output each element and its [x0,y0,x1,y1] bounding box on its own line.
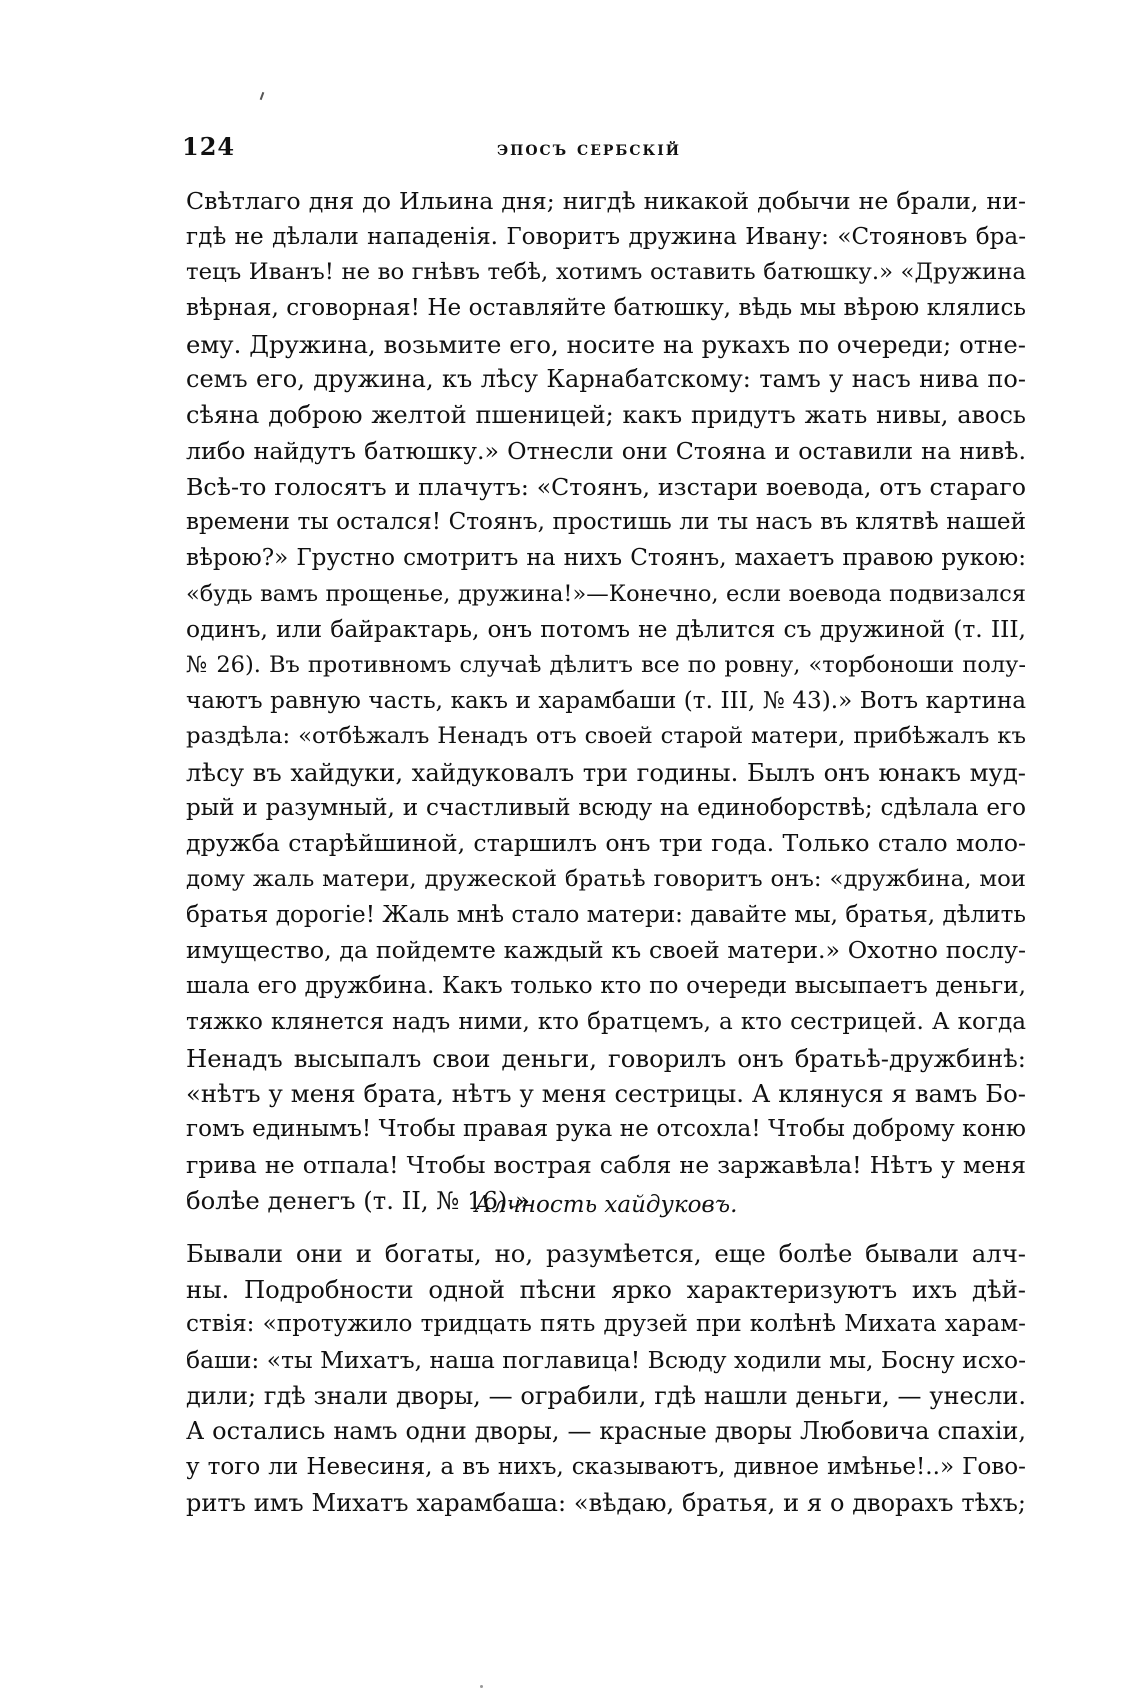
text-line: ритъ имъ Михатъ харамбаша: «вѣдаю, братья, и я о дворахъ тѣхъ; [186,1488,1026,1517]
text-line: А остались намъ одни дворы, — красные дворы Любовича спахіи, [186,1417,1026,1446]
text-line: дили; гдѣ знали дворы, — ограбили, гдѣ нашли деньги, — унесли. [186,1381,1026,1410]
text-line: Бывали они и богаты, но, разумѣется, еще болѣе бывали алч- [186,1239,1026,1268]
text-line: гдѣ не дѣлали нападенія. Говоритъ дружина Ивану: «Стояновъ бра- [186,223,1026,250]
text-line: рый и разумный, и счастливый всюду на единоборствѣ; сдѣлала его [186,794,1026,821]
text-line: Свѣтлаго дня до Ильина дня; нигдѣ никакой добычи не брали, ни- [186,187,1026,215]
text-line: ему. Дружина, возьмите его, носите на рукахъ по очереди; отне- [186,329,1026,359]
text-line: дому жаль матери, дружеской братьѣ говоритъ онъ: «дружбина, мои [186,866,1026,893]
body-text [186,184,1026,1219]
text-line: № 26). Въ противномъ случаѣ дѣлитъ все по ровну, «торбоноши полу- [186,651,1026,678]
page-number: 124 [182,132,236,161]
section-heading: Алчность хайдуковъ. [474,1192,738,1218]
text-line: семъ его, дружина, къ лѣсу Карнабатскому: тамъ у насъ нива по- [186,365,1026,394]
text-line: тяжко клянется надъ ними, кто братцемъ, а кто сестрицей. А когда [186,1008,1026,1035]
text-line: шала его дружбина. Какъ только кто по очереди высыпаетъ деньги, [186,973,1026,1000]
text-line: баши: «ты Михатъ, наша поглавица! Всюду ходили мы, Босну исхо- [186,1346,1026,1375]
text-line: ны. Подробности одной пѣсни ярко характеризуютъ ихъ дѣй- [186,1274,1026,1304]
page-speck [480,1685,483,1688]
text-line: сѣяна доброю желтой пшеницей; какъ придутъ жать нивы, авось [186,401,1026,430]
text-line: болѣе денегъ (т. II, № 16).» [186,1186,530,1216]
text-line: тецъ Иванъ! не во гнѣвъ тебѣ, хотимъ оставить батюшку.» «Дружина [186,259,1026,286]
text-line: грива не отпала! Чтобы вострая сабля не заржавѣла! Нѣтъ у меня [186,1150,1026,1179]
body-text-continued [186,1236,1026,1522]
text-line: лѣсу въ хайдуки, хайдуковалъ три годины. Былъ онъ юнакъ муд- [186,758,1026,787]
text-line: либо найдутъ батюшку.» Отнесли они Стояна и оставили на нивѣ. [186,436,1026,465]
text-line: братья дорогіе! Жаль мнѣ стало матери: давайте мы, братья, дѣлить [186,901,1026,928]
text-line: Ненадъ высыпалъ свои деньги, говорилъ онъ братьѣ-дружбинѣ: [186,1043,1026,1073]
text-line: одинъ, или байрактарь, онъ потомъ не дѣлится съ дружиной (т. III, [186,615,1026,644]
text-line: вѣрою?» Грустно смотритъ на нихъ Стоянъ, махаетъ правою рукою: [186,544,1026,571]
text-line: ствія: «протужило тридцать пять друзей при колѣнѣ Михата харам- [186,1311,1026,1338]
text-line: у того ли Невесиня, а въ нихъ, сказываютъ, дивное имѣнье!..» Гово- [186,1454,1026,1481]
text-line: имущество, да пойдемте каждый къ своей матери.» Охотно послу- [186,936,1026,965]
text-line: «будь вамъ прощенье, дружина!»—Конечно, если воевода подвизался [186,580,1026,607]
text-line: дружба старѣйшиной, старшилъ онъ три года. Только стало моло- [186,829,1026,858]
ink-mark [260,92,265,100]
text-line: чаютъ равную часть, какъ и харамбаши (т. III, № 43).» Вотъ картина [186,687,1026,714]
text-line: вѣрная, сговорная! Не оставляйте батюшку, вѣдь мы вѣрою клялись [186,295,1026,322]
text-line: раздѣла: «отбѣжалъ Ненадъ отъ своей старой матери, прибѣжалъ къ [186,723,1026,750]
running-title: эпосъ сербскій [497,136,682,160]
text-line: времени ты остался! Стоянъ, простишь ли ты насъ въ клятвѣ нашей [186,509,1026,536]
text-line: «нѣтъ у меня брата, нѣтъ у меня сестрицы. А клянуся я вамъ Бо- [186,1079,1026,1109]
text-line: Всѣ-то голосятъ и плачутъ: «Стоянъ, изстари воевода, отъ стараго [186,472,1026,501]
text-line: гомъ единымъ! Чтобы правая рука не отсохла! Чтобы доброму коню [186,1115,1026,1142]
page-header [182,132,1022,166]
